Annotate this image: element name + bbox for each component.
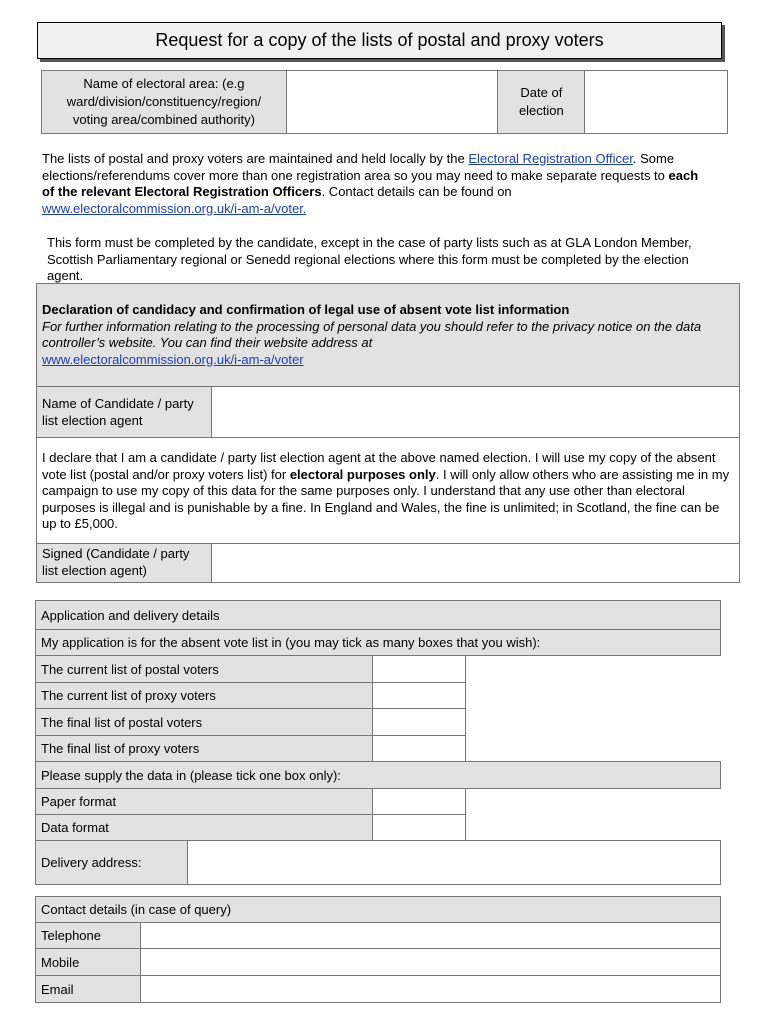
telephone-label: Telephone — [36, 923, 141, 949]
signed-label: Signed (Candidate / party list election agent) — [37, 544, 212, 582]
final-proxy-checkbox[interactable] — [373, 736, 466, 762]
signed-row — [37, 544, 739, 582]
declaration-heading: Declaration of candidacy and confirmation of legal use of absent vote list information — [42, 302, 570, 317]
data-format-checkbox[interactable] — [373, 815, 466, 841]
application-heading: Application and delivery details — [36, 601, 721, 630]
format-heading: Please supply the data in (please tick one box only): — [36, 762, 721, 789]
email-field[interactable] — [141, 976, 721, 1003]
delivery-address-label: Delivery address: — [36, 841, 188, 885]
privacy-note: For further information relating to the processing of personal data you should refer to the privacy notice on the data controller’s website. You can find their website address at — [42, 318, 702, 350]
spacer-cell — [466, 789, 721, 841]
contact-table — [35, 896, 721, 1003]
paper-format-checkbox[interactable] — [373, 789, 466, 815]
current-proxy-label: The current list of proxy voters — [36, 683, 373, 709]
mobile-label: Mobile — [36, 949, 141, 976]
delivery-table — [35, 840, 721, 885]
election-date-field[interactable] — [585, 71, 728, 134]
email-label: Email — [36, 976, 141, 1003]
privacy-link[interactable]: www.electoralcommission.org.uk/i-am-a/voter — [42, 351, 304, 367]
current-postal-checkbox[interactable] — [373, 656, 466, 683]
candidate-name-label: Name of Candidate / party list election agent — [37, 387, 212, 437]
declaration-header — [37, 284, 739, 387]
data-format-label: Data format — [36, 815, 373, 841]
contact-heading: Contact details (in case of query) — [36, 897, 721, 923]
form-title: Request for a copy of the lists of postal and proxy voters — [37, 22, 722, 59]
header-table — [41, 70, 728, 134]
candidate-name-field[interactable] — [212, 387, 739, 437]
election-date-label: Date of election — [498, 71, 585, 134]
electoral-area-label: Name of electoral area: (e.g ward/division/constituency/region/ voting area/combined authority) — [42, 71, 287, 134]
current-postal-label: The current list of postal voters — [36, 656, 373, 683]
declaration-statement: I declare that I am a candidate / party list election agent at the above named election. I will use my copy of the absent vote list (postal and/or proxy voters list) for electoral purposes only. I will only allow others who are assisting me in my campaign to use my copy of this data for the same purposes only. I understand that any use other than electoral purposes is illegal and is punishable by a fine. In England and Wales, the fine is unlimited; in Scotland, the fine can be up to £5,000. — [37, 438, 739, 544]
paper-format-label: Paper format — [36, 789, 373, 815]
list-heading: My application is for the absent vote list in (you may tick as many boxes that you wish): — [36, 630, 721, 656]
telephone-field[interactable] — [141, 923, 721, 949]
final-proxy-label: The final list of proxy voters — [36, 736, 373, 762]
mobile-field[interactable] — [141, 949, 721, 976]
candidate-name-row — [37, 387, 739, 438]
declaration-section — [36, 283, 740, 583]
delivery-address-field[interactable] — [188, 841, 721, 885]
completion-note: This form must be completed by the candidate, except in the case of party lists such as at GLA London Member, Scottish Parliamentary regional or Senedd regional elections where this form must be completed by the election agent. — [47, 235, 692, 283]
final-postal-checkbox[interactable] — [373, 709, 466, 736]
electoral-area-field[interactable] — [286, 71, 498, 134]
intro-paragraph: The lists of postal and proxy voters are maintained and held locally by the Electoral Registration Officer. Some elections/referendums cover more than one registration area so you may need to make separate requests to each of the relevant Electoral Registration Officers. Contact details can be found on www.electoralcommission.org.uk/i-am-a/voter. — [42, 151, 699, 216]
ero-link[interactable]: Electoral Registration Officer — [468, 151, 633, 166]
application-table — [35, 600, 721, 841]
signature-field[interactable] — [212, 544, 739, 582]
electoral-commission-link[interactable]: www.electoralcommission.org.uk/i-am-a/voter. — [42, 200, 307, 216]
current-proxy-checkbox[interactable] — [373, 683, 466, 709]
final-postal-label: The final list of postal voters — [36, 709, 373, 736]
spacer-cell — [466, 656, 721, 762]
